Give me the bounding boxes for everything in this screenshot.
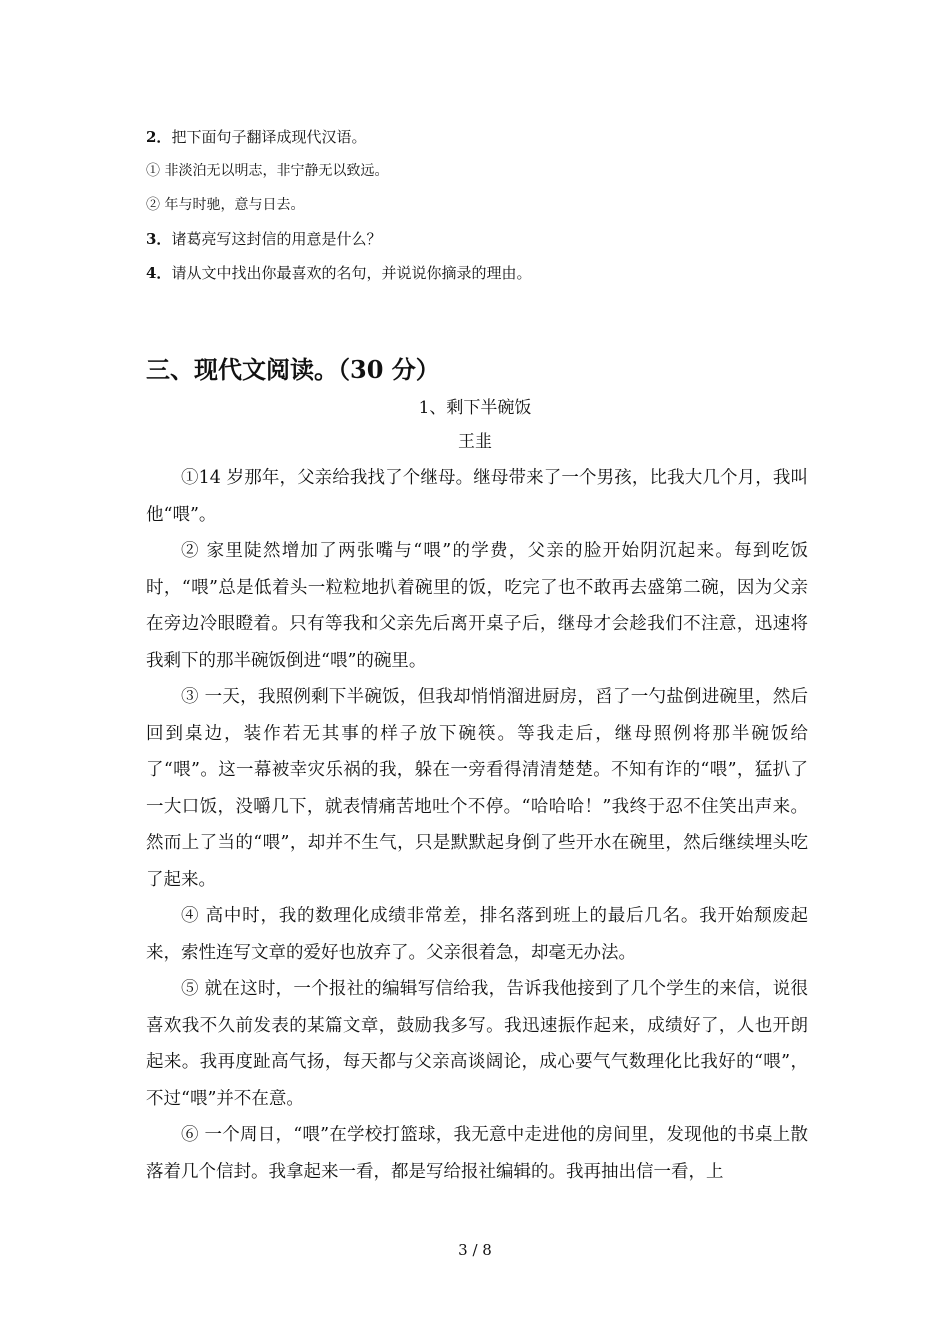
- paragraph-3: ③ 一天，我照例剩下半碗饭，但我却悄悄溜进厨房，舀了一勺盐倒进碗里，然后回到桌边，装作若无其事的样子放下碗筷。等我走后，继母照例将那半碗饭给了“喂”。这一幕被幸灾乐祸的我，躲在一旁看得清清楚楚。不知有诈的“喂”，猛扒了一大口饭，没嚼几下，就表情痛苦地吐个不停。“哈哈哈！”我终于忍不住笑出声来。然而上了当的“喂”，却并不生气，只是默默起身倒了些开水在碗里，然后继续埋头吃了起来。: [146, 687, 808, 890]
- page-number: 3 / 8: [458, 1241, 492, 1259]
- question-2-item-2: [146, 188, 826, 222]
- question-3: [146, 222, 826, 256]
- question-text: ② 年与时驰，意与日去。: [146, 197, 305, 213]
- article-body: [146, 460, 808, 1190]
- paragraph-1: ①14 岁那年，父亲给我找了个继母。继母带来了一个男孩，比我大几个月，我叫他“喂”。: [146, 468, 808, 525]
- question-text: 请从文中找出你最喜欢的名句，并说说你摘录的理由。: [171, 264, 532, 282]
- question-4: [146, 256, 826, 290]
- question-text: ① 非淡泊无以明志，非宁静无以致远。: [146, 163, 389, 179]
- paragraph-6: ⑥ 一个周日，“喂”在学校打篮球，我无意中走进他的房间里，发现他的书桌上散落着几个信封。我拿起来一看，都是写给报社编辑的。我再抽出信一看，上: [146, 1125, 808, 1182]
- section-title: 三、现代文阅读。（30 分）: [146, 355, 440, 384]
- question-text: 把下面句子翻译成现代汉语。: [171, 128, 367, 146]
- paragraph-4: ④ 高中时，我的数理化成绩非常差，排名落到班上的最后几名。我开始颓废起来，索性连写文章的爱好也放弃了。父亲很着急，却毫无办法。: [146, 906, 808, 963]
- question-list: [146, 120, 826, 290]
- article-title: 1、剩下半碗饭: [418, 398, 532, 418]
- paragraph-2: ② 家里陡然增加了两张嘴与“喂”的学费，父亲的脸开始阴沉起来。每到吃饭时，“喂”总是低着头一粒粒地扒着碗里的饭，吃完了也不敢再去盛第二碗，因为父亲在旁边冷眼瞪着。只有等我和父亲先后离开桌子后，继母才会趁我们不注意，迅速将我剩下的那半碗饭倒进“喂”的碗里。: [146, 541, 808, 671]
- question-2-item-1: [146, 154, 826, 188]
- question-text: 诸葛亮写这封信的用意是什么？: [171, 230, 382, 248]
- question-number: 2．: [146, 128, 172, 146]
- question-number: 3．: [146, 230, 172, 248]
- article-author: 王韭: [458, 432, 492, 452]
- question-number: 4．: [146, 264, 172, 282]
- question-2: [146, 120, 826, 154]
- paragraph-5: ⑤ 就在这时，一个报社的编辑写信给我，告诉我他接到了几个学生的来信，说很喜欢我不久前发表的某篇文章，鼓励我多写。我迅速振作起来，成绩好了，人也开朗起来。我再度趾高气扬，每天都与父亲高谈阔论，成心要气气数理化比我好的“喂”，不过“喂”并不在意。: [146, 979, 808, 1109]
